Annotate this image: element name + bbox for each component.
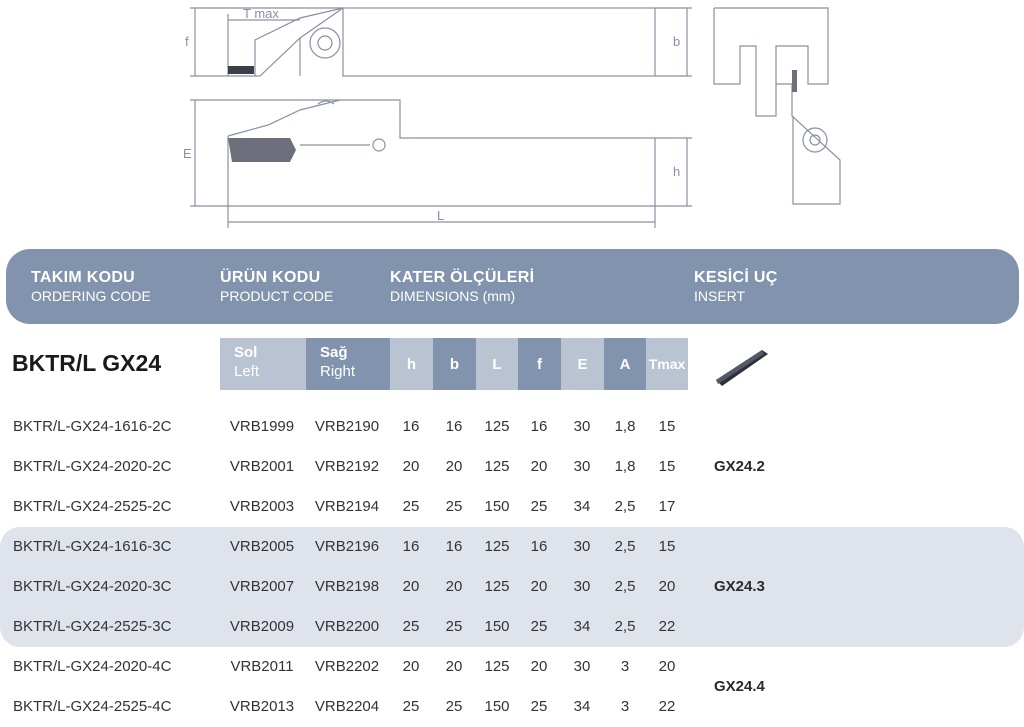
holder-top-view	[343, 8, 655, 76]
col-header-left: Sol Left	[220, 338, 306, 390]
cell-h: 25	[402, 498, 420, 515]
cell-l: 125	[484, 538, 510, 555]
cell-right: VRB2200	[314, 618, 380, 635]
cell-e: 30	[573, 458, 591, 475]
cell-h: 16	[402, 538, 420, 555]
tool-drawing	[0, 0, 1024, 245]
dim-label-b: b	[673, 34, 681, 49]
cell-e: 34	[573, 698, 591, 715]
col-header-h: h	[390, 338, 433, 390]
cell-b: 20	[445, 578, 463, 595]
cell-code: BKTR/L-GX24-2525-3C	[13, 618, 172, 635]
cell-tmax: 22	[658, 698, 676, 715]
cell-right: VRB2190	[314, 418, 380, 435]
cell-tmax: 15	[658, 538, 676, 555]
col-header-f: f	[518, 338, 561, 390]
cell-h: 20	[402, 658, 420, 675]
cell-a: 3	[620, 658, 630, 675]
cell-code: BKTR/L-GX24-2020-4C	[13, 658, 172, 675]
col-header-l: L	[476, 338, 518, 390]
table-row	[0, 407, 1024, 447]
cell-e: 30	[573, 658, 591, 675]
cell-tmax: 15	[658, 458, 676, 475]
table-row	[0, 487, 1024, 527]
table-row	[0, 687, 1024, 727]
cell-e: 30	[573, 578, 591, 595]
cell-l: 125	[484, 578, 510, 595]
table-row	[0, 647, 1024, 687]
cell-h: 20	[402, 578, 420, 595]
cell-b: 25	[445, 498, 463, 515]
table-row	[0, 447, 1024, 487]
cell-e: 34	[573, 618, 591, 635]
cell-b: 25	[445, 618, 463, 635]
cell-f: 16	[530, 538, 548, 555]
table-row	[0, 567, 1024, 607]
header-insert: KESİCİ UÇ INSERT	[694, 269, 778, 304]
cell-e: 30	[573, 418, 591, 435]
cell-right: VRB2192	[314, 458, 380, 475]
cell-f: 20	[530, 578, 548, 595]
cell-l: 150	[484, 698, 510, 715]
dim-label-l: L	[437, 208, 445, 223]
header-ordering: TAKIM KODU ORDERING CODE	[31, 269, 151, 304]
cell-l: 125	[484, 458, 510, 475]
cell-tmax: 17	[658, 498, 676, 515]
cell-a: 1,8	[614, 458, 636, 475]
dim-label-tmax: T max	[243, 6, 279, 21]
cell-h: 16	[402, 418, 420, 435]
col-header-a: A	[604, 338, 646, 390]
insert-image	[714, 346, 770, 390]
header-banner	[6, 249, 1019, 324]
col-header-tmax: Tmax	[646, 338, 688, 390]
cell-tmax: 15	[658, 418, 676, 435]
cell-h: 20	[402, 458, 420, 475]
cell-b: 16	[445, 538, 463, 555]
cell-right: VRB2202	[314, 658, 380, 675]
cell-b: 25	[445, 698, 463, 715]
cell-f: 20	[530, 658, 548, 675]
insert-side-view	[228, 138, 296, 162]
dim-label-f: f	[185, 34, 189, 49]
cell-left: VRB2001	[229, 458, 295, 475]
cell-e: 30	[573, 538, 591, 555]
dim-label-e: E	[183, 146, 192, 161]
cell-f: 25	[530, 698, 548, 715]
cell-tmax: 20	[658, 658, 676, 675]
cell-code: BKTR/L-GX24-2020-2C	[13, 458, 172, 475]
cell-tmax: 20	[658, 578, 676, 595]
cell-h: 25	[402, 618, 420, 635]
cell-l: 150	[484, 498, 510, 515]
cell-left: VRB2005	[229, 538, 295, 555]
cell-right: VRB2204	[314, 698, 380, 715]
dim-label-h: h	[673, 164, 681, 179]
cell-a: 2,5	[614, 538, 636, 555]
cell-right: VRB2198	[314, 578, 380, 595]
cell-code: BKTR/L-GX24-2525-2C	[13, 498, 172, 515]
col-header-right: Sağ Right	[306, 338, 390, 390]
cell-h: 25	[402, 698, 420, 715]
cell-e: 34	[573, 498, 591, 515]
cell-code: BKTR/L-GX24-2020-3C	[13, 578, 172, 595]
cell-left: VRB2007	[229, 578, 295, 595]
cell-f: 20	[530, 458, 548, 475]
cell-a: 3	[620, 698, 630, 715]
cell-a: 2,5	[614, 578, 636, 595]
insert-group-label: GX24.4	[714, 678, 765, 695]
cell-left: VRB2009	[229, 618, 295, 635]
col-header-e: E	[561, 338, 604, 390]
cell-a: 1,8	[614, 418, 636, 435]
holder-end-view	[714, 8, 828, 116]
cell-b: 20	[445, 458, 463, 475]
cell-f: 16	[530, 418, 548, 435]
insert-top-view	[228, 66, 254, 74]
cell-left: VRB2011	[230, 658, 294, 675]
insert-group-label: GX24.2	[714, 458, 765, 475]
cell-b: 20	[445, 658, 463, 675]
header-dimensions: KATER ÖLÇÜLERİ DIMENSIONS (mm)	[390, 269, 535, 304]
family-title: BKTR/L GX24	[12, 350, 162, 376]
cell-l: 125	[484, 418, 510, 435]
clamp-screw-top	[310, 28, 340, 58]
cell-right: VRB2194	[314, 498, 380, 515]
cell-a: 2,5	[614, 498, 636, 515]
cell-left: VRB1999	[229, 418, 295, 435]
cell-left: VRB2013	[229, 698, 295, 715]
cell-a: 2,5	[614, 618, 636, 635]
cell-code: BKTR/L-GX24-2525-4C	[13, 698, 172, 715]
table-row	[0, 527, 1024, 567]
table-row	[0, 607, 1024, 647]
cell-f: 25	[530, 498, 548, 515]
cell-f: 25	[530, 618, 548, 635]
cell-code: BKTR/L-GX24-1616-2C	[13, 418, 172, 435]
cell-left: VRB2003	[229, 498, 295, 515]
cell-l: 150	[484, 618, 510, 635]
cell-code: BKTR/L-GX24-1616-3C	[13, 538, 172, 555]
insert-group-label: GX24.3	[714, 578, 765, 595]
cell-b: 16	[445, 418, 463, 435]
cell-right: VRB2196	[314, 538, 380, 555]
cell-l: 125	[484, 658, 510, 675]
cell-tmax: 22	[658, 618, 676, 635]
col-header-b: b	[433, 338, 476, 390]
header-product: ÜRÜN KODU PRODUCT CODE	[220, 269, 334, 304]
